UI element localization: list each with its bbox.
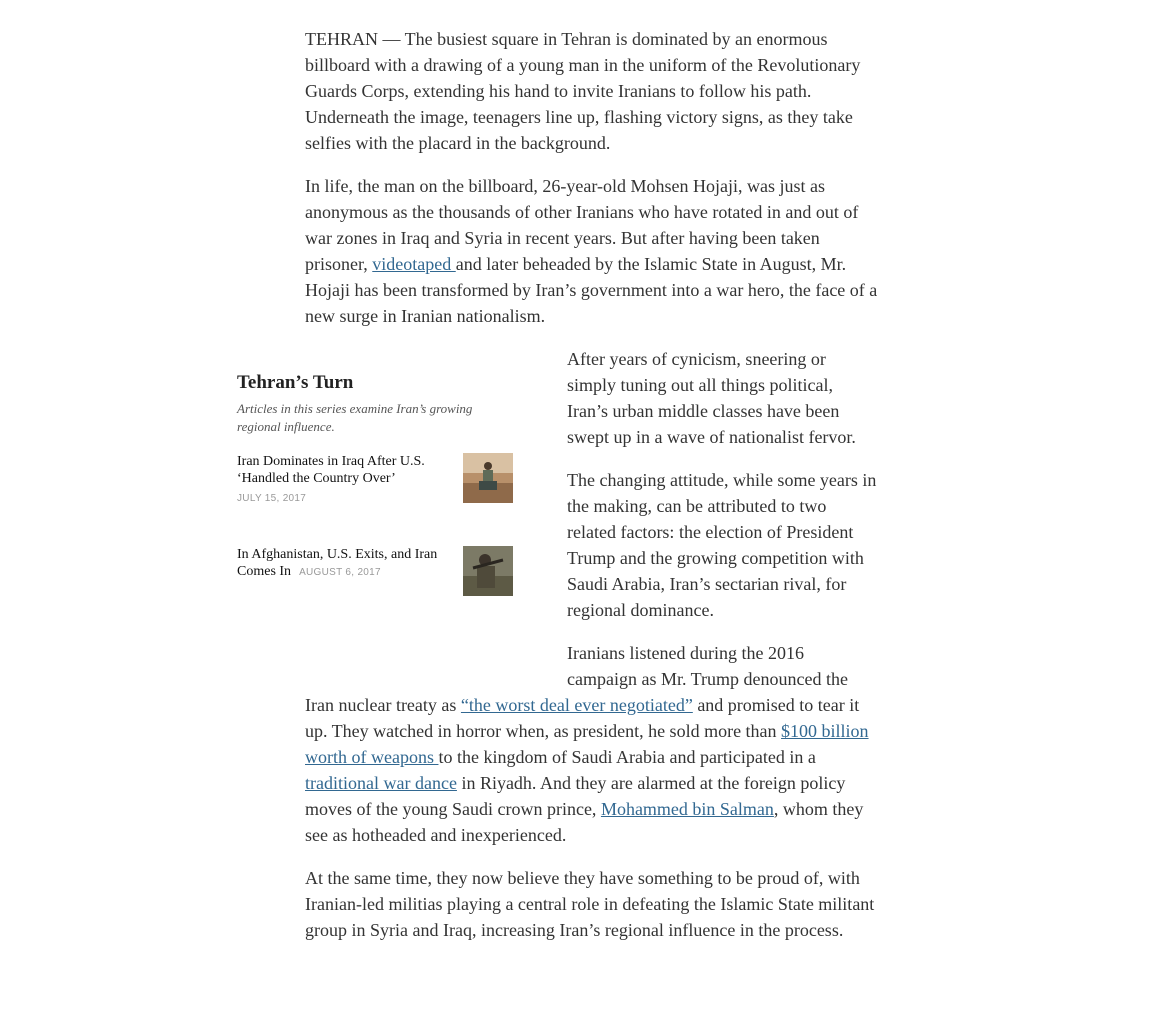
- story-headline-link[interactable]: [237, 546, 452, 581]
- article-paragraph-1: TEHRAN — The busiest square in Tehran is dominated by an enormous billboard with a drawing of a young man in the uniform of the Revolutionary Guards Corps, extending his hand to invite Iranians to follow his path. Underneath the image, teenagers line up, flashing victory signs, as they take selfies with the placard in the background.: [305, 29, 861, 153]
- weapons-deal-link[interactable]: $100 billion worth of weapons: [305, 721, 869, 767]
- story-date: JULY 15, 2017: [237, 493, 307, 504]
- story-thumbnail[interactable]: [463, 453, 513, 503]
- story-headline[interactable]: Iran Dominates in Iraq After U.S. ‘Handled the Country Over’: [237, 454, 425, 486]
- fighter-photo-thumbnail: [463, 546, 513, 596]
- series-story-item[interactable]: [237, 546, 513, 596]
- series-story-item[interactable]: [237, 453, 513, 503]
- paragraph-text: , whom they see as hotheaded and inexperienced.: [305, 799, 864, 845]
- series-description: Articles in this series examine Iran’s growing regional influence.: [237, 401, 473, 434]
- paragraph-text: and later beheaded by the Islamic State in August, Mr. Hojaji has been transformed by Iran’s government into a war hero, the face of a new surge in Iranian nationalism.: [305, 254, 878, 326]
- article-paragraph-5-start: Iranians listened during the 2016 campaign as Mr. Trump denounced the: [567, 643, 848, 689]
- story-headline[interactable]: In Afghanistan, U.S. Exits, and Iran Comes In: [237, 547, 438, 579]
- paragraph-text: in Riyadh. And they are alarmed at the foreign policy moves of the young Saudi crown prince,: [305, 773, 846, 819]
- paragraph-text: to the kingdom of Saudi Arabia and participated in a: [438, 747, 816, 767]
- soldier-photo-thumbnail: [463, 453, 513, 503]
- article-paragraph-2: [305, 173, 880, 329]
- series-promo: [237, 372, 517, 579]
- videotaped-link[interactable]: videotaped: [372, 254, 456, 274]
- article-paragraph-4: The changing attitude, while some years in the making, can be attributed to two related factors: the election of President Trump and the growing competition with Saudi Arabia, Iran’s sectarian rival, for regional dominance.: [567, 470, 877, 620]
- series-title[interactable]: Tehran’s Turn: [237, 372, 354, 393]
- article-paragraph-6: At the same time, they now believe they have something to be proud of, with Iranian-led militias playing a central role in defeating the Islamic State militant group in Syria and Iraq, increasing Iran’s regional influence in the process.: [305, 868, 875, 940]
- article-paragraph-3: After years of cynicism, sneering or simply tuning out all things political, Iran’s urban middle classes have been swept up in a wave of nationalist fervor.: [567, 349, 856, 447]
- paragraph-text: In life, the man on the billboard, 26-year-old Mohsen Hojaji, was just as anonymous as the thousands of other Iranians who have rotated in and out of war zones in Iraq and Syria in recent years. But after having been taken prisoner,: [305, 176, 859, 274]
- article-paragraph-5: [305, 692, 880, 848]
- story-thumbnail[interactable]: [463, 546, 513, 596]
- story-date: AUGUST 6, 2017: [299, 567, 381, 578]
- war-dance-link[interactable]: traditional war dance: [305, 773, 457, 793]
- paragraph-text: and promised to tear it up. They watched in horror when, as president, he sold more than: [305, 695, 860, 741]
- story-headline-link[interactable]: [237, 453, 452, 507]
- worst-deal-link[interactable]: “the worst deal ever negotiated”: [460, 695, 693, 715]
- mohammed-bin-salman-link[interactable]: Mohammed bin Salman: [600, 799, 774, 819]
- paragraph-text: Iran nuclear treaty as: [305, 695, 461, 715]
